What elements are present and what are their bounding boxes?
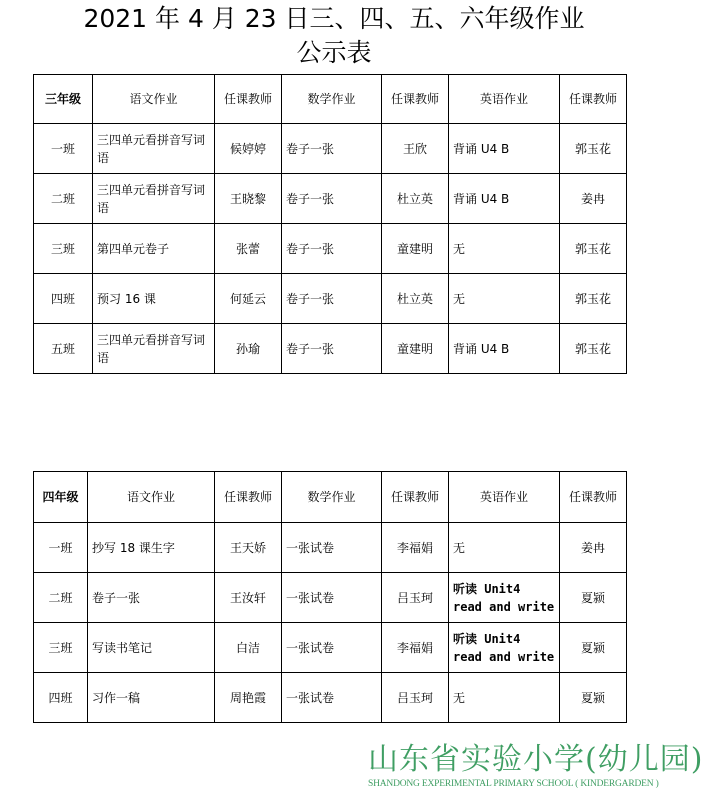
math-teacher-cell: 李福娟 [382,523,449,573]
table-row [34,523,627,573]
page-title-line2: 公示表 [296,38,372,67]
chinese-homework-cell: 习作一稿 [88,673,215,723]
class-cell: 三班 [34,224,93,274]
math-homework-cell: 一张试卷 [282,523,382,573]
chinese-teacher-cell: 张蕾 [215,224,282,274]
col-header-chinese: 语文作业 [93,75,215,124]
chinese-teacher-cell: 白洁 [215,623,282,673]
math-homework-cell: 卷子一张 [282,224,382,274]
school-name-chinese: 山东省实验小学(幼儿园) [368,742,703,777]
english-teacher-cell: 夏颍 [560,673,627,723]
english-teacher-cell: 郭玉花 [560,324,627,374]
english-homework-cell: 听读 Unit4 read and write [449,623,560,673]
col-header-teacher: 任课教师 [382,75,449,124]
table-row [34,124,627,174]
math-homework-cell: 卷子一张 [282,124,382,174]
math-teacher-cell: 杜立英 [382,274,449,324]
math-teacher-cell: 王欣 [382,124,449,174]
class-cell: 二班 [34,174,93,224]
chinese-teacher-cell: 孙瑜 [215,324,282,374]
math-teacher-cell: 童建明 [382,324,449,374]
english-homework-cell: 无 [449,224,560,274]
english-homework-cell: 背诵 U4 B [449,124,560,174]
school-logo [368,742,703,790]
class-cell: 一班 [34,523,88,573]
chinese-teacher-cell: 王汝轩 [215,573,282,623]
col-header-teacher: 任课教师 [215,75,282,124]
table-row [34,623,627,673]
chinese-teacher-cell: 周艳霞 [215,673,282,723]
class-cell: 二班 [34,573,88,623]
grade4-homework-table [33,471,627,723]
chinese-teacher-cell: 何延云 [215,274,282,324]
col-header-teacher: 任课教师 [560,472,627,523]
col-header-teacher: 任课教师 [215,472,282,523]
grade-label: 三年级 [34,75,93,124]
chinese-homework-cell: 写读书笔记 [88,623,215,673]
table-row [34,324,627,374]
math-homework-cell: 一张试卷 [282,573,382,623]
english-teacher-cell: 郭玉花 [560,224,627,274]
math-homework-cell: 卷子一张 [282,274,382,324]
english-homework-cell: 听读 Unit4 read and write [449,573,560,623]
page-title-line1: 2021 年 4 月 23 日三、四、五、六年级作业 [83,4,585,33]
chinese-teacher-cell: 候婷婷 [215,124,282,174]
table-row [34,224,627,274]
grade3-homework-table [33,74,627,374]
chinese-teacher-cell: 王天娇 [215,523,282,573]
table-row [34,573,627,623]
english-teacher-cell: 郭玉花 [560,274,627,324]
chinese-homework-cell: 预习 16 课 [93,274,215,324]
english-teacher-cell: 姜冉 [560,523,627,573]
english-homework-cell: 无 [449,523,560,573]
math-teacher-cell: 童建明 [382,224,449,274]
chinese-homework-cell: 三四单元看拼音写词语 [93,174,215,224]
english-teacher-cell: 郭玉花 [560,124,627,174]
english-homework-cell: 无 [449,673,560,723]
math-teacher-cell: 李福娟 [382,623,449,673]
table-row [34,274,627,324]
table-header-row [34,472,627,523]
col-header-teacher: 任课教师 [382,472,449,523]
chinese-teacher-cell: 王晓黎 [215,174,282,224]
math-teacher-cell: 吕玉珂 [382,673,449,723]
col-header-english: 英语作业 [449,472,560,523]
english-homework-cell: 无 [449,274,560,324]
class-cell: 一班 [34,124,93,174]
chinese-homework-cell: 抄写 18 课生字 [88,523,215,573]
col-header-math: 数学作业 [282,472,382,523]
math-homework-cell: 卷子一张 [282,324,382,374]
table-row [34,673,627,723]
chinese-homework-cell: 三四单元看拼音写词语 [93,124,215,174]
english-homework-cell: 背诵 U4 B [449,324,560,374]
class-cell: 五班 [34,324,93,374]
math-homework-cell: 卷子一张 [282,174,382,224]
class-cell: 四班 [34,673,88,723]
english-homework-cell: 背诵 U4 B [449,174,560,224]
col-header-chinese: 语文作业 [88,472,215,523]
class-cell: 四班 [34,274,93,324]
chinese-homework-cell: 三四单元看拼音写词语 [93,324,215,374]
grade-label: 四年级 [34,472,88,523]
class-cell: 三班 [34,623,88,673]
col-header-math: 数学作业 [282,75,382,124]
math-teacher-cell: 杜立英 [382,174,449,224]
math-teacher-cell: 吕玉珂 [382,573,449,623]
col-header-teacher: 任课教师 [560,75,627,124]
chinese-homework-cell: 第四单元卷子 [93,224,215,274]
chinese-homework-cell: 卷子一张 [88,573,215,623]
english-teacher-cell: 姜冉 [560,174,627,224]
math-homework-cell: 一张试卷 [282,673,382,723]
table-header-row [34,75,627,124]
english-teacher-cell: 夏颍 [560,573,627,623]
table-row [34,174,627,224]
col-header-english: 英语作业 [449,75,560,124]
math-homework-cell: 一张试卷 [282,623,382,673]
school-name-english: SHANDONG EXPERIMENTAL PRIMARY SCHOOL ( KINDERGARDEN ) [368,779,659,789]
english-teacher-cell: 夏颍 [560,623,627,673]
